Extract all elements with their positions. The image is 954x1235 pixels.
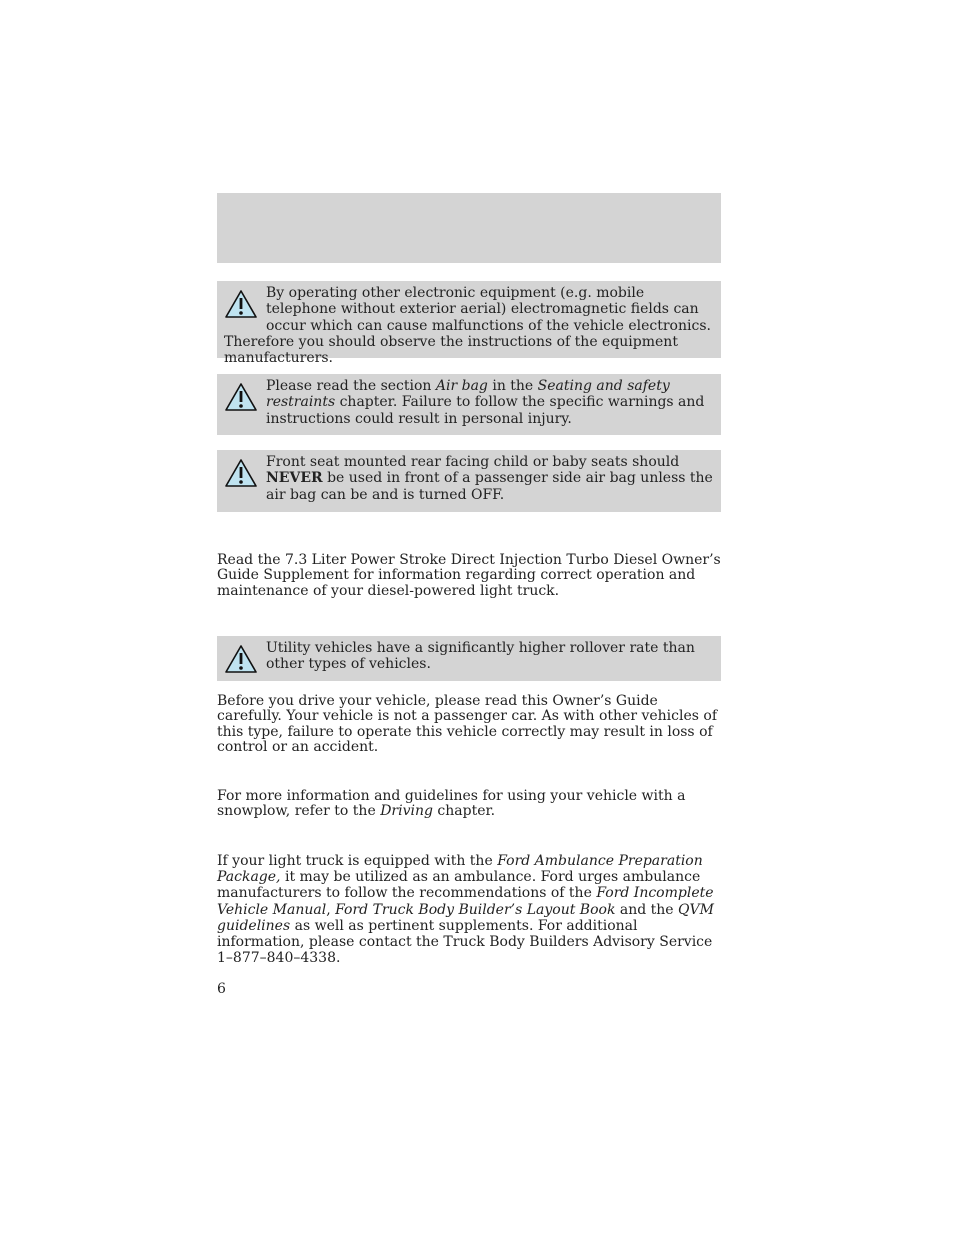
warning-triangle-icon [224, 458, 258, 488]
warning-triangle-icon [224, 289, 258, 319]
text-run: chapter. Failure to follow the specific warnings and instructions could result in personal injury. [266, 394, 705, 427]
manual-page [217, 0, 721, 1235]
paragraph-snowplow [217, 789, 721, 820]
text-run: Please read the section [266, 378, 436, 394]
warning-box-air-bag [217, 374, 721, 435]
text-run: By operating other electronic equipment (e.g. mobile telephone without exterior aerial) electromagnetic fields can occur which can cause malfunctions of the vehicle electronics. Therefore you should observe the instructions of the equipment manufacturers. [224, 285, 711, 367]
page-number: 6 [217, 981, 226, 997]
text-run: If your light truck is equipped with the [217, 853, 498, 869]
text-run: Before you drive your vehicle, please read this Owner’s Guide carefully. Your vehicle is not a passenger car. As with other vehicles of this type, failure to operate this vehicle correctly may result in loss of control or an accident. [217, 693, 718, 756]
emphasis-italic: QVM guidelines [217, 901, 714, 934]
warning-box-child-seat [217, 450, 721, 512]
warning-text [224, 285, 715, 366]
text-run: Read the 7.3 Liter Power Stroke Direct Injection Turbo Diesel Owner’s Guide Supplement for information regarding correct operation and maintenance of your diesel-powered light truck. [217, 552, 721, 599]
warning-text [224, 454, 715, 503]
warning-box-electronics [217, 281, 721, 367]
paragraph-read-guide [217, 694, 721, 756]
emphasis-bold: NEVER [266, 470, 323, 487]
text-run: in the [487, 378, 538, 394]
text-run: be used in front of a passenger side air bag unless the air bag can be and is turned OFF. [266, 470, 713, 503]
emphasis-italic: Air bag [435, 378, 488, 394]
header-bar [217, 193, 721, 263]
warning-text [224, 640, 715, 673]
emphasis-italic: Seating and safety restraints [266, 378, 670, 411]
warning-box-rollover [217, 636, 721, 681]
text-run: Utility vehicles have a significantly higher rollover rate than other types of vehicles. [266, 640, 695, 673]
warning-triangle-icon [224, 644, 258, 674]
text-run: and the [615, 901, 679, 918]
text-run: For more information and guidelines for using your vehicle with a snowplow, refer to the [217, 788, 686, 820]
emphasis-italic: Ford Truck Body Builder’s Layout Book [335, 901, 616, 918]
emphasis-italic: Ford Ambulance Preparation Package, [217, 853, 703, 886]
emphasis-italic: Driving [380, 803, 433, 820]
paragraph-ambulance [217, 853, 721, 966]
warning-triangle-icon [224, 382, 258, 412]
text-run: as well as pertinent supplements. For additional information, please contact the Truck Body Builders Advisory Service 1–877–840–4338. [217, 917, 713, 967]
emphasis-italic: Ford Incomplete Vehicle Manual [217, 885, 714, 918]
text-run: it may be utilized as an ambulance. Ford urges ambulance manufacturers to follow the recommendations of the [217, 869, 701, 902]
warning-text [224, 378, 715, 427]
text-run: , [326, 901, 336, 918]
text-run: Front seat mounted rear facing child or baby seats should [266, 454, 680, 470]
paragraph-diesel-supplement [217, 553, 721, 599]
text-run: chapter. [432, 803, 496, 820]
